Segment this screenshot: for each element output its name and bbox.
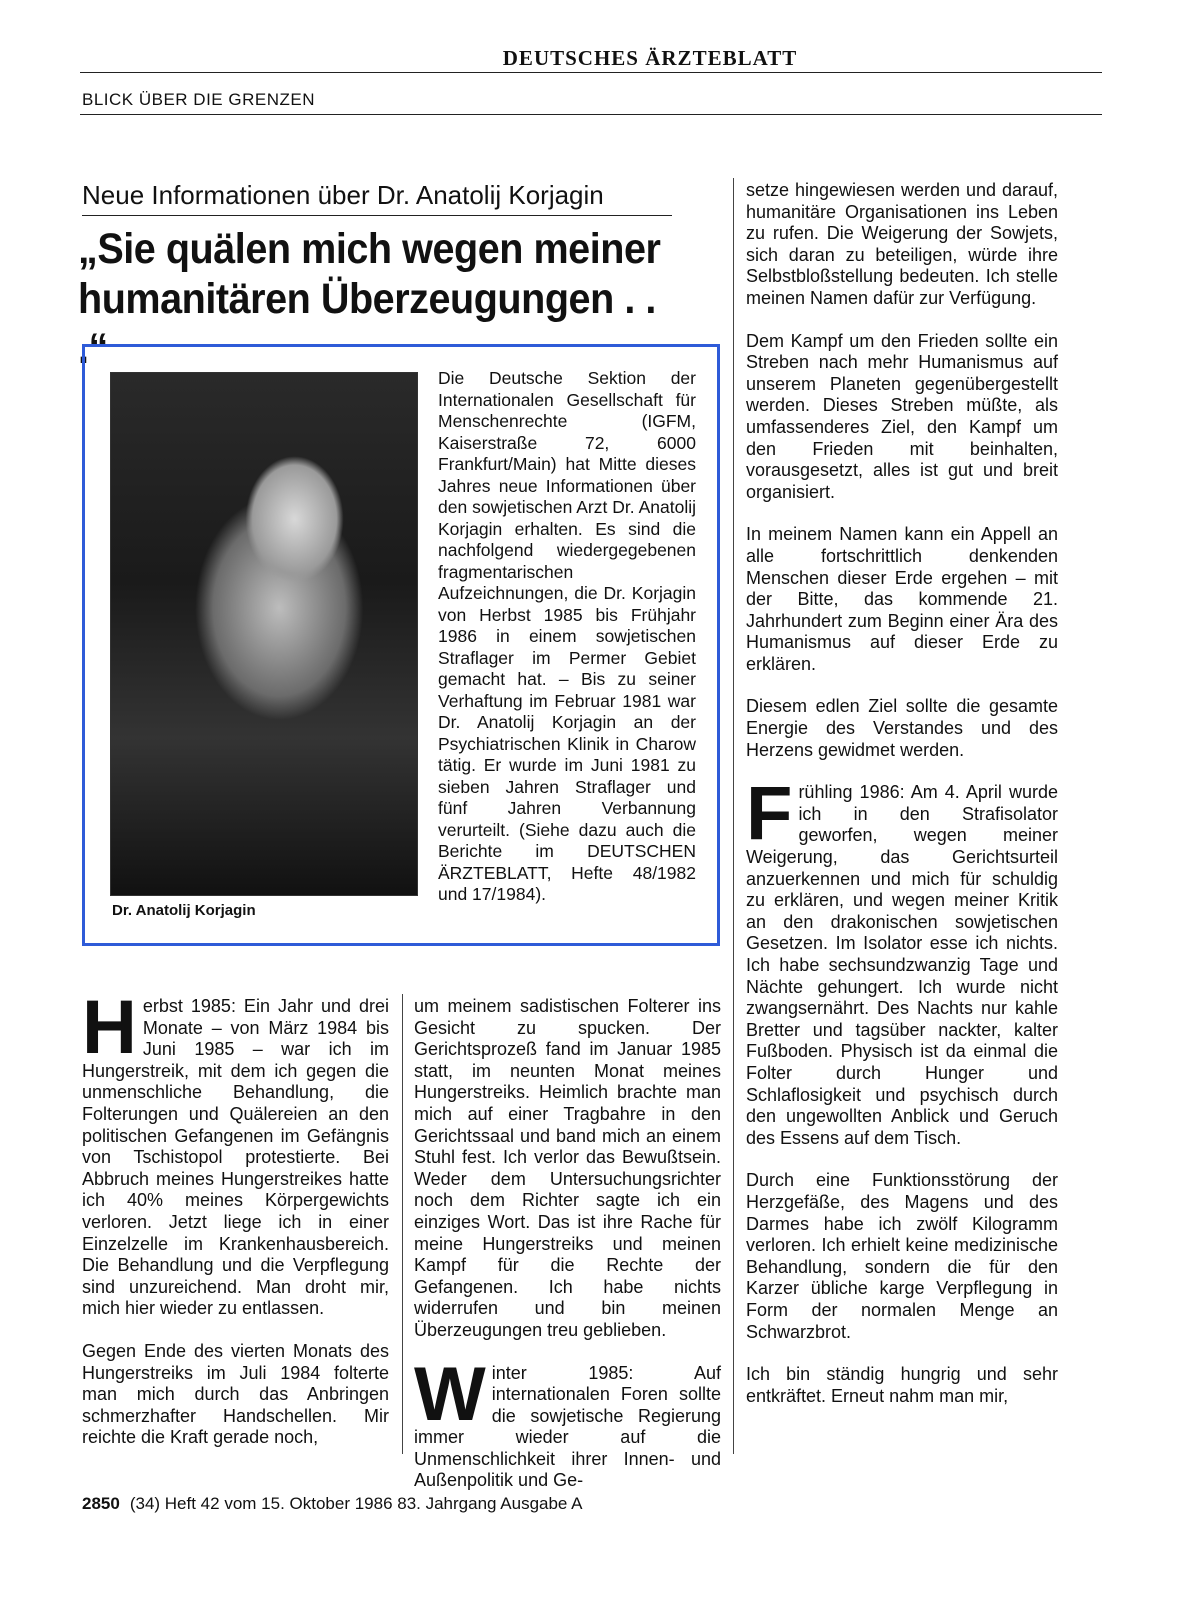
drop-cap: W — [414, 1351, 486, 1437]
section-label: BLICK ÜBER DIE GRENZEN — [82, 90, 315, 109]
page-footer — [82, 1494, 583, 1514]
column-divider — [402, 994, 403, 1454]
paragraph: Winter 1985: Auf internationalen Foren sollte die sowjetische Regierung immer wieder auf die Unmenschlichkeit ihrer Innen- und Außenpolitik und Ge- — [414, 1351, 721, 1491]
paragraph: setze hingewiesen werden und darauf, humanitäre Organisationen ins Leben zu rufen. Die Weigerung der Sowjets, sich daran zu beteiligen, würde ihre Selbstbloßstellung bedeuten. Ich stelle meinen Namen dafür zur Verfügung. — [746, 180, 1058, 308]
masthead: DEUTSCHES ÄRZTEBLATT — [502, 46, 798, 70]
section-rule — [80, 114, 1102, 115]
issue-info: (34) Heft 42 vom 15. Oktober 1986 83. Jahrgang Ausgabe A — [129, 1494, 583, 1513]
paragraph: Dem Kampf um den Frieden sollte ein Streben nach mehr Humanismus auf unserem Planeten gegenübergestellt werden. Dieses Streben müßte, als umfassenderes Ziel, den Kampf um den Frieden mit beinhalten, vorausgesetzt, alles ist gut und breit organisiert. — [746, 330, 1058, 502]
info-box-text: Die Deutsche Sektion der Internationalen Gesellschaft für Menschenrechte (IGFM, Kaiserstraße 72, 6000 Frankfurt/Main) hat Mitte dieses Jahres neue Informationen über den sowjetischen Arzt Dr. Anatolij Korjagin erhalten. Es sind die nachfolgend wiedergegebenen fragmentarischen Aufzeichnungen, die Dr. Korjagin von Herbst 1985 bis Frühjahr 1986 in einem sowjetischen Straflager im Permer Gebiet gemacht hat. – Bis zu seiner Verhaftung im Februar 1981 war Dr. Anatolij Korjagin an der Psychiatrischen Klinik in Charow tätig. Er wurde im Juni 1981 zu sieben Jahren Straflager und fünf Jahren Verbannung verurteilt. (Siehe dazu auch die Berichte im DEUTSCHEN ÄRZTEBLATT, Hefte 48/1982 und 17/1984). — [438, 368, 696, 904]
paragraph: Diesem edlen Ziel sollte die gesamte Energie des Verstandes und des Herzens gewidmet werden. — [746, 696, 1058, 760]
article-kicker: Neue Informationen über Dr. Anatolij Korjagin — [82, 180, 672, 216]
article-column-3 — [746, 180, 1058, 1428]
photo-caption: Dr. Anatolij Korjagin — [112, 902, 256, 919]
paragraph: In meinem Namen kann ein Appell an alle fortschrittlich denkenden Menschen dieser Erde ergehen – mit der Bitte, das kommende 21. Jahrhundert zum Beginn einer Ära des Humanismus auf dieser Erde zu erklären. — [746, 524, 1058, 674]
article-column-1 — [82, 985, 389, 1470]
drop-cap: F — [746, 771, 793, 857]
article-column-2 — [414, 996, 721, 1513]
page-number: 2850 — [82, 1494, 120, 1513]
paragraph: Durch eine Funktionsstörung der Herzgefäße, des Magens und des Darmes habe ich zwölf Kilogramm verloren. Ich erhielt keine medizinische Behandlung, sondern die für den Karzer übliche karge Verpflegung in Form der normalen Menge an Schwarzbrot. — [746, 1170, 1058, 1342]
masthead-rule — [80, 72, 1102, 73]
paragraph: Gegen Ende des vierten Monats des Hungerstreiks im Juli 1984 folterte man mich durch das Anbringen schmerzhafter Handschellen. Mir reichte die Kraft gerade noch, — [82, 1340, 389, 1448]
paragraph: um meinem sadistischen Folterer ins Gesicht zu spucken. Der Gerichtsprozeß fand im Januar 1985 statt, im neunten Monat meines Hungerstreiks. Heimlich brachte man mich auf einer Tragbahre in den Gerichtssaal und band mich an einem Stuhl fest. Ich verlor das Bewußtsein. Weder dem Untersuchungsrichter noch dem Richter sagte ich ein einziges Wort. Das ist ihre Rache für meine Hungerstreiks und meinen Kampf für die Rechte der Gefangenen. Ich habe nichts widerrufen und bin meinen Überzeugungen treu geblieben. — [414, 996, 721, 1340]
article-headline: „Sie quälen mich wegen meiner humanitären Überzeugungen . . .“ — [78, 225, 661, 373]
drop-cap: H — [82, 985, 137, 1070]
paragraph: Ich bin ständig hungrig und sehr entkräftet. Erneut nahm man mir, — [746, 1364, 1058, 1406]
column-divider — [733, 178, 734, 1454]
paragraph: Herbst 1985: Ein Jahr und drei Monate – von März 1984 bis Juni 1985 – war ich im Hungerstreik, mit dem ich gegen die unmenschliche Behandlung, die Folterungen und Quälereien an den politischen Gefangenen im Gefängnis von Tschistopol protestierte. Bei Abbruch meines Hungerstreikes hatte ich 40% meines Körpergewichts verloren. Jetzt liege ich in einer Einzelzelle im Krankenhausbereich. Die Behandlung und die Verpflegung sind unzureichend. Man droht mir, mich hier wieder zu entlassen. — [82, 985, 389, 1319]
paragraph: Frühling 1986: Am 4. April wurde ich in den Strafisolator geworfen, wegen meiner Weigerung, das Gerichtsurteil anzuerkennen und mich für schuldig zu erklären, und wegen meiner Kritik an den drakonischen sowjetischen Gesetzen. Im Isolator esse ich nichts. Ich habe sechsundzwanzig Tage und Nächte gehungert. Ich wurde nicht zwangsernährt. Des Nachts nur kahle Bretter und tagsüber nackter, kalter Fußboden. Physisch ist da einmal die Folter durch Hunger und Schlaflosigkeit und psychisch durch den ungewollten Anblick und Geruch des Essens auf dem Tisch. — [746, 771, 1058, 1148]
portrait-photo — [110, 372, 418, 896]
